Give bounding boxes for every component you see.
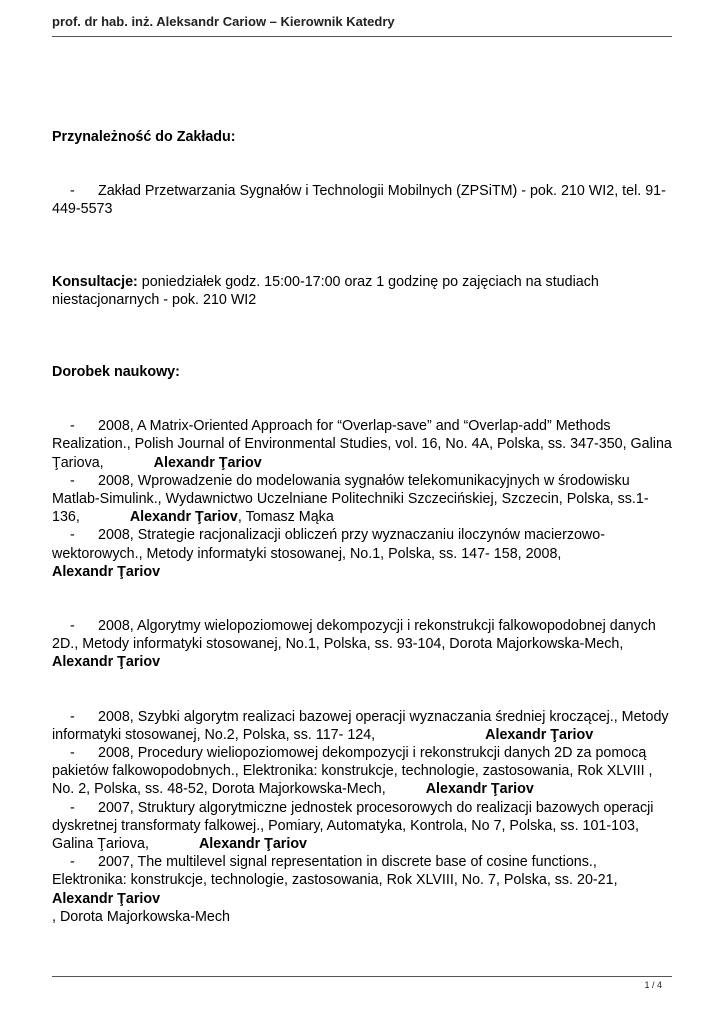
affiliation-text: Zakład Przetwarzania Sygnałów i Technologii Mobilnych (ZPSiTM) - pok. 210 WI2, tel. 91-449-5573 (52, 183, 666, 218)
author-name: Alexandr Ţariov (52, 890, 161, 907)
publication-text: 2008, Szybki algorytm realizaci bazowej operacji wyznaczania średniej kroczącej., Metody informatyki stosowanej, No.2, Polska, ss. 117- 124, (52, 708, 669, 743)
list-dash: - (70, 745, 75, 762)
list-dash: - (70, 527, 75, 544)
list-dash: - (70, 708, 75, 725)
publication-item (52, 472, 674, 527)
header-divider (52, 36, 672, 37)
author-name: Alexandr Ţariov (425, 781, 534, 798)
page-number: 1 / 4 (644, 980, 662, 990)
publication-item (52, 853, 674, 926)
publication-group-1 (52, 417, 674, 581)
author-name: Alexandr Ţariov (153, 454, 262, 471)
publication-item (52, 617, 674, 672)
document-body (52, 128, 674, 926)
affiliation-item (52, 182, 674, 218)
publication-group-3 (52, 708, 674, 926)
footer-divider (52, 976, 672, 977)
publication-text: 2007, Struktury algorytmiczne jednostek procesorowych do realizacji bazowych operacji dyskretnej transformaty falkowej., Pomiary, Automatyka, Kontrola, No 7, Polska, ss. 101-103, Galina Ţariova, (52, 799, 654, 853)
list-dash: - (70, 618, 75, 635)
affiliation-heading: Przynależność do Zakładu: (52, 129, 236, 145)
consultations-paragraph (52, 273, 674, 309)
publication-coauthors: , Tomasz Mąka (237, 509, 334, 526)
list-dash: - (70, 472, 75, 489)
list-dash: - (70, 854, 75, 871)
list-dash: - (70, 418, 75, 435)
author-name: Alexandr Ţariov (198, 836, 308, 853)
publication-item (52, 417, 674, 472)
author-name: Alexandr Ţariov (52, 563, 161, 580)
publication-coauthors: , Dorota Majorkowska-Mech (52, 908, 230, 925)
list-dash: - (70, 183, 75, 200)
publication-text: 2008, Strategie racjonalizacji obliczeń przy wyznaczaniu iloczynów macierzowo-wektorowych., Metody informatyki stosowanej, No.1, Polska, ss. 147- 158, 2008, (52, 527, 605, 562)
publication-text: 2008, Procedury wieliopoziomowej dekompozycji i rekonstrukcji danych 2D za pomocą pakietów falkowopodobnych., Elektronika: konstrukcje, technologie, zastosowania, Rok XLVIII , No. 2, Polska, ss. 48-52, Dorota Majorkowska-Mech, (52, 745, 653, 798)
author-name: Alexandr Ţariov (52, 654, 161, 671)
publication-group-2 (52, 617, 674, 672)
publication-text: 2007, The multilevel signal representation in discrete base of cosine functions., Elektronika: konstrukcje, technologie, zastosowania, Rok XLVIII, No. 7, Polska, ss. 20-21, (52, 854, 618, 889)
publication-text: 2008, A Matrix-Oriented Approach for “Overlap-save” and “Overlap-add” Methods Realization., Polish Journal of Environmental Studies, vol. 16, No. 4A, Polska, ss. 347-350, Galina Ţariova, (52, 418, 672, 471)
list-dash: - (70, 799, 75, 816)
publication-item (52, 526, 674, 581)
publication-text: 2008, Wprowadzenie do modelowania sygnałów telekomunikacyjnych w środowisku Matlab-Simulink., Wydawnictwo Uczelniane Politechniki Szczecińskiej, Szczecin, Polska, ss.1-136, (52, 472, 649, 526)
author-name: Alexandr Ţariov (129, 509, 238, 526)
publication-item (52, 708, 674, 744)
publication-item (52, 799, 674, 854)
consultations-text: poniedziałek godz. 15:00-17:00 oraz 1 godzinę po zajęciach na studiach niestacjonarnych - pok. 210 WI2 (52, 273, 599, 308)
publication-item (52, 744, 674, 799)
publication-text: 2008, Algorytmy wielopoziomowej dekompozycji i rekonstrukcji falkowopodobnej danych 2D., Metody informatyki stosowanej, No.1, Polska, ss. 93-104, Dorota Majorkowska-Mech, (52, 618, 656, 653)
consultations-label: Konsultacje: (52, 273, 138, 290)
page-header-title: prof. dr hab. inż. Aleksandr Cariow – Kierownik Katedry (52, 14, 395, 29)
author-name: Alexandr Ţariov (485, 726, 594, 743)
publications-heading: Dorobek naukowy: (52, 364, 180, 381)
